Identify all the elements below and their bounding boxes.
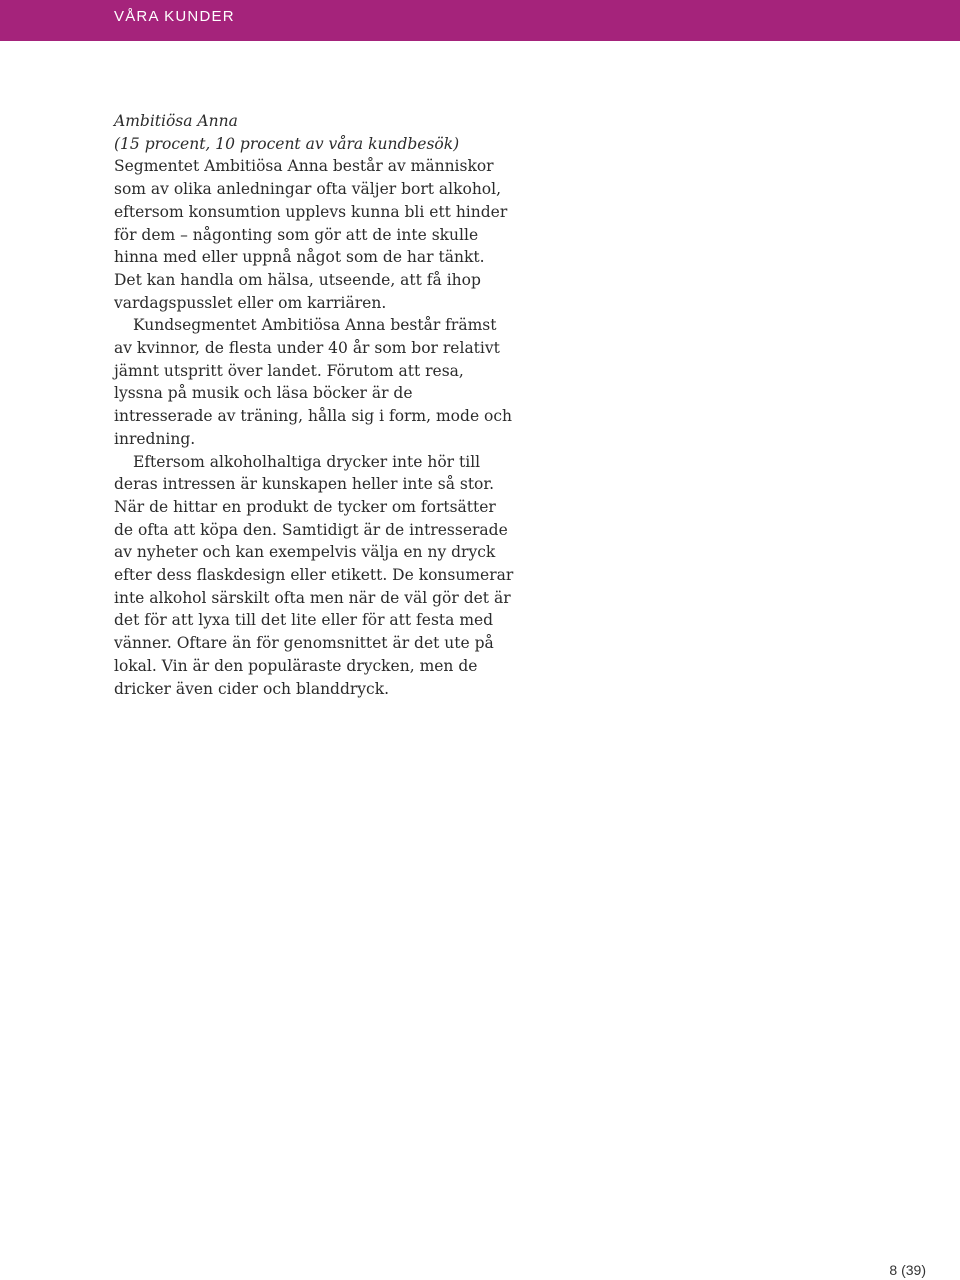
section-title: VÅRA KUNDER [114,8,235,25]
article-paragraph: Kundsegmentet Ambitiösa Anna består främst av kvinnor, de flesta under 40 år som bor relativt jämnt utspritt över landet. Förutom att resa, lyssna på musik och läsa böcker är de intresserade av träning, hålla sig i form, mode och inredning. [114,316,513,448]
article-heading: Ambitiösa Anna [114,112,238,130]
article-paragraph: Segmentet Ambitiösa Anna består av människor som av olika anledningar ofta väljer bort alkohol, eftersom konsumtion upplevs kunna bli ett hinder för dem – någonting som gör att de inte skulle hinna med eller uppnå något som de har tänkt. Det kan handla om hälsa, utseende, att få ihop vardagspusslet eller om karriären. [114,157,508,312]
article-subheading: (15 procent, 10 procent av våra kundbesök) [114,134,460,153]
article [114,110,514,700]
page-number: 8 (39) [889,1262,926,1278]
article-paragraph: Eftersom alkoholhaltiga drycker inte hör till deras intressen är kunskapen heller inte så stor. När de hittar en produkt de tycker om fortsätter de ofta att köpa den. Samtidigt är de intresserade av nyheter och kan exempelvis välja en ny dryck efter dess flaskdesign eller etikett. De konsumerar inte alkohol särskilt ofta men när de väl gör det är det för att lyxa till det lite eller för att festa med vänner. Oftare än för genomsnittet är det ute på lokal. Vin är den populäraste drycken, men de dricker även cider och blanddryck. [114,452,514,698]
header-bar [0,0,960,41]
